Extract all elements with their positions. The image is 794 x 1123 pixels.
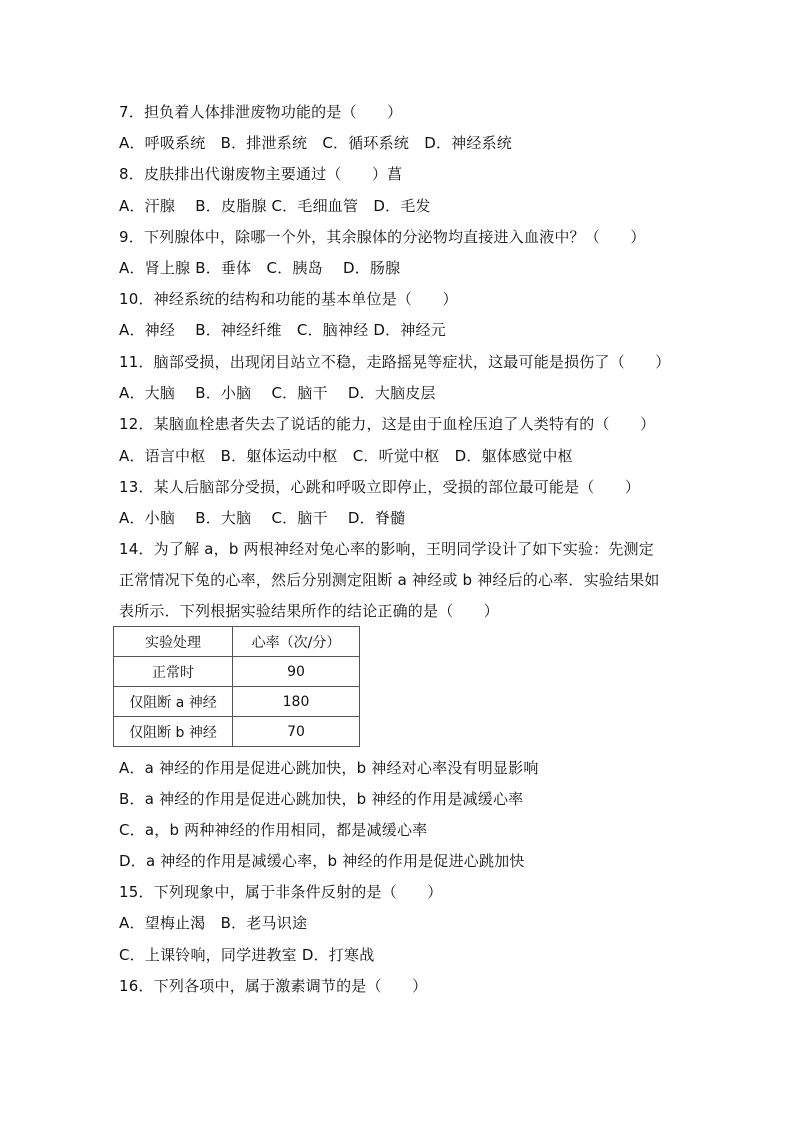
- options-14-c: C．a，b 两种神经的作用相同，都是减缓心率: [119, 821, 428, 839]
- table-cell: 180: [233, 687, 360, 717]
- table-cell: 仅阻断 a 神经: [114, 687, 233, 717]
- options-14-b: B．a 神经的作用是促进心跳加快，b 神经的作用是减缓心率: [119, 790, 524, 808]
- question-8: 8．皮肤排出代谢废物主要通过（ ）菖: [119, 165, 403, 183]
- question-10: 10．神经系统的结构和功能的基本单位是（ ）: [119, 290, 458, 308]
- options-15-ab: A．望梅止渴 B．老马识途: [119, 914, 308, 932]
- question-14-line-3: 表所示．下列根据实验结果所作的结论正确的是（ ）: [119, 602, 500, 620]
- table-header-row: [114, 627, 360, 657]
- question-14-line-2: 正常情况下兔的心率，然后分别测定阻断 a 神经或 b 神经后的心率．实验结果如: [119, 571, 660, 589]
- question-16: 16．下列各项中，属于激素调节的是（ ）: [119, 977, 428, 995]
- options-8: A．汗腺 B．皮脂腺 C．毛细血管 D．毛发: [119, 197, 431, 215]
- question-15: 15．下列现象中，属于非条件反射的是（ ）: [119, 883, 443, 901]
- options-11: A．大脑 B．小脑 C．脑干 D．大脑皮层: [119, 384, 436, 402]
- question-13: 13．某人后脑部分受损，心跳和呼吸立即停止，受损的部位最可能是（ ）: [119, 478, 641, 496]
- table-cell: 70: [233, 717, 360, 747]
- question-9: 9．下列腺体中，除哪一个外，其余腺体的分泌物均直接进入血液中？（ ）: [119, 228, 646, 246]
- table-header-cell: 心率（次/分）: [233, 627, 360, 657]
- table-row: [114, 717, 360, 747]
- options-14-d: D．a 神经的作用是减缓心率，b 神经的作用是促进心跳加快: [119, 852, 525, 870]
- experiment-table: [113, 626, 360, 747]
- question-14-line-1: 14．为了解 a，b 两根神经对兔心率的影响，王明同学设计了如下实验：先测定: [119, 540, 654, 558]
- table-cell: 仅阻断 b 神经: [114, 717, 233, 747]
- question-12: 12．某脑血栓患者失去了说话的能力，这是由于血栓压迫了人类特有的（ ）: [119, 415, 656, 433]
- table-row: [114, 657, 360, 687]
- question-7: 7．担负着人体排泄废物功能的是（ ）: [119, 103, 403, 121]
- table-cell: 正常时: [114, 657, 233, 687]
- table-header-cell: 实验处理: [114, 627, 233, 657]
- options-10: A．神经 B．神经纤维 C．脑神经 D．神经元: [119, 321, 446, 339]
- options-9: A．肾上腺 B．垂体 C．胰岛 D．肠腺: [119, 259, 401, 277]
- table-row: [114, 687, 360, 717]
- options-12: A．语言中枢 B．躯体运动中枢 C．听觉中枢 D．躯体感觉中枢: [119, 447, 573, 465]
- table-cell: 90: [233, 657, 360, 687]
- options-13: A．小脑 B．大脑 C．脑干 D．脊髓: [119, 509, 406, 527]
- options-14-a: A．a 神经的作用是促进心跳加快，b 神经对心率没有明显影响: [119, 759, 539, 777]
- options-7: A．呼吸系统 B．排泄系统 C．循环系统 D．神经系统: [119, 134, 512, 152]
- options-15-cd: C．上课铃响，同学进教室 D．打寒战: [119, 946, 375, 964]
- question-11: 11．脑部受损，出现闭目站立不稳，走路摇晃等症状，这最可能是损伤了（ ）: [119, 353, 671, 371]
